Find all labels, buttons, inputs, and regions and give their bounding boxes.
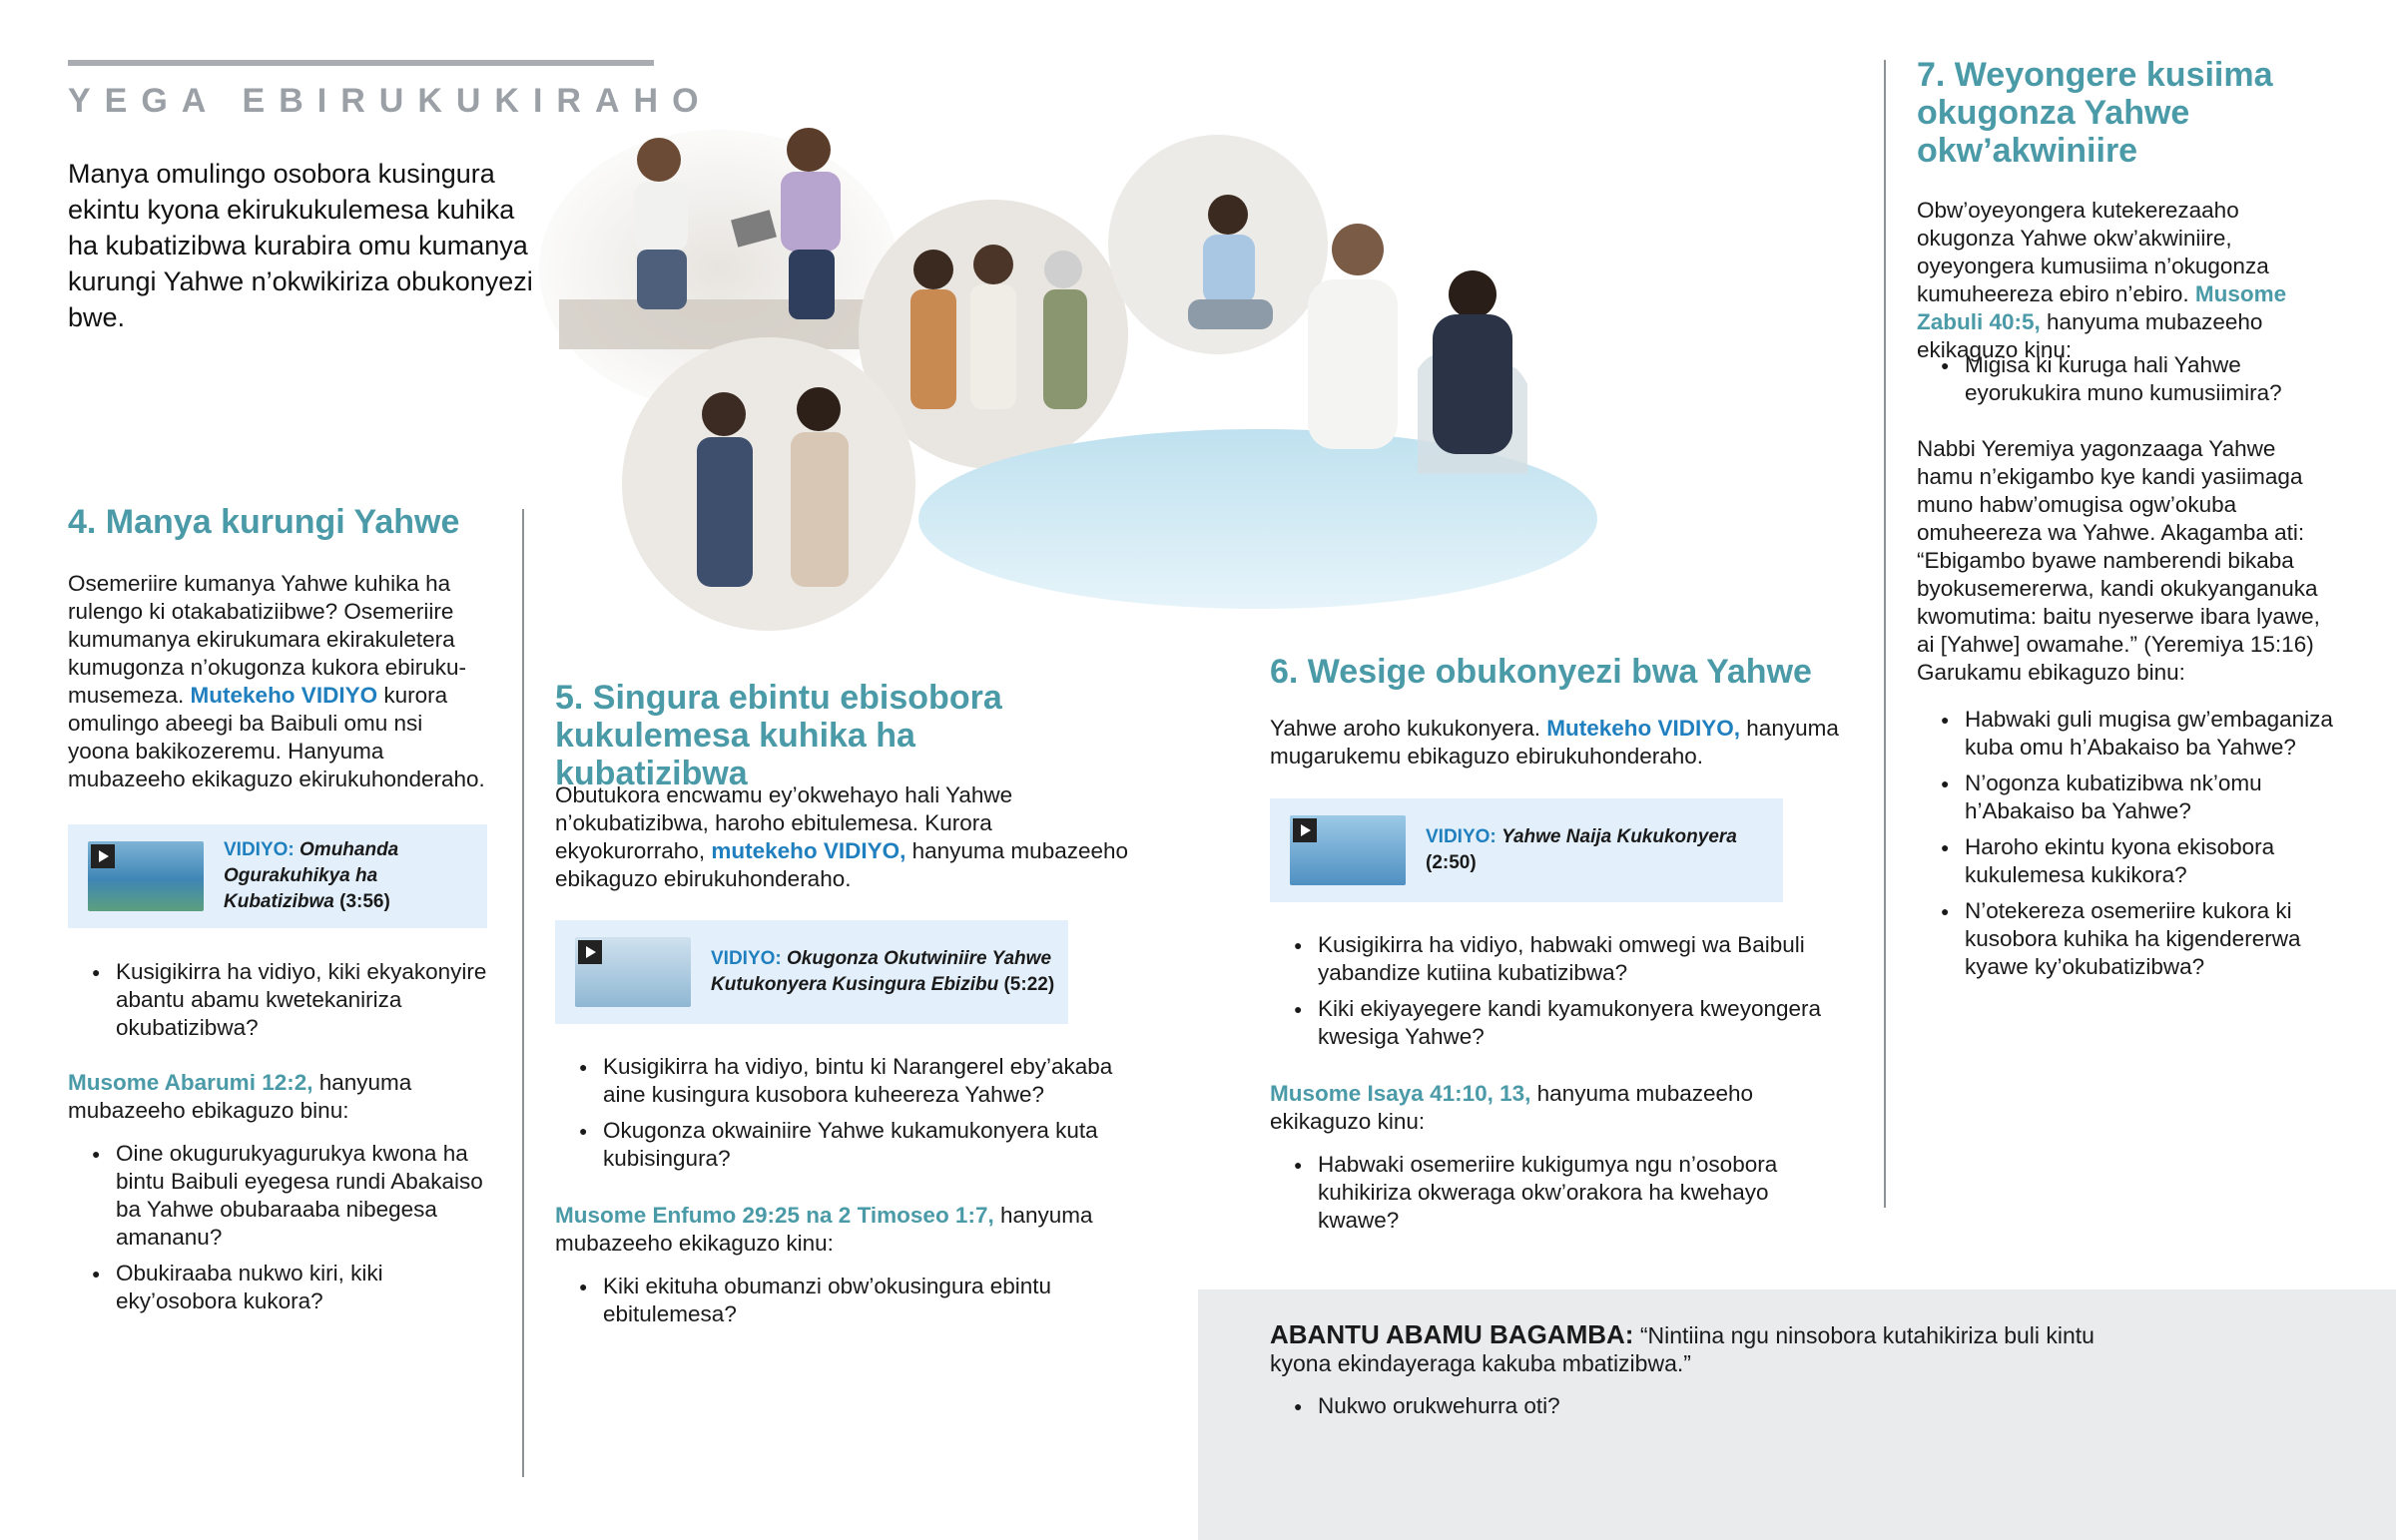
section-5-questions-1 [555, 1053, 1134, 1181]
counsel-scene [622, 337, 915, 631]
video-label: VIDIYO: [711, 948, 782, 969]
video-title: Yahwe Naija Kukukonyera [1501, 826, 1737, 847]
callout-text [1270, 1320, 2148, 1377]
header-rule [68, 60, 654, 66]
section-7-question: ● N’ogonza kubatizibwa nk’omu h’Abakaiso ba Yahwe? [1917, 770, 2336, 825]
section-7-intro [1917, 197, 2336, 364]
section-6-reading [1270, 1080, 1849, 1136]
section-7-title [1917, 56, 2356, 170]
lesson-kicker: YEGA EBIRUKUKIRAHO [68, 82, 713, 120]
section-4-question: ● Oine okugurukyagurukya kwona ha bintu Baibuli eyegesa rundi Abakaiso ba Yahwe obubaraaba nibegesa amananu? [68, 1140, 487, 1252]
section-6-video-card[interactable] [1270, 798, 1783, 902]
scripture-link[interactable]: Musome Isaya 41:10, 13, [1270, 1081, 1531, 1106]
callout-quote: “Nintiina ngu ninsobora kutahikiriza buli kintu kyona ekindayeraga kakuba mbatizibwa.” [1270, 1322, 2095, 1376]
section-4-question: ● Obukiraaba nukwo kiri, kiki eky’osobora kukora? [68, 1260, 487, 1315]
section-7-question: ● N’otekereza osemeriire kukora ki kusobora kuhika ha kigendererwa kyawe ky’okubatizibwa? [1917, 897, 2336, 981]
section-6-video-link[interactable]: Mutekeho VIDIYO, [1546, 716, 1741, 741]
video-thumbnail[interactable] [1290, 815, 1406, 885]
section-4-video-link[interactable]: Mutekeho VIDIYO [190, 683, 378, 708]
section-4-text-b: kurora omulingo abeegi ba Baibuli omu nsi yoona bakikozeremu. Hanyuma mubazeeho ekikaguzo ekirukuhonderaho. [68, 683, 485, 791]
section-4-text-a: Osemeriire kumanya Yahwe kuhika ha rulengo ki otakabatiziibwe? Osemeriire kumumanya ekirukumara ekirakuletera kumugonza n’okugonza kukora ebirukumusemeza. [68, 571, 466, 708]
section-5-question: ● Kusigikirra ha vidiyo, bintu ki Narangerel eby’akaba aine kusingura kusobora kuheereza Yahwe? [555, 1053, 1134, 1109]
section-5-video-text [711, 946, 1068, 998]
section-7-title-line-1: 7. Weyongere kusiima [1917, 56, 2273, 94]
column-divider [522, 509, 524, 1477]
section-6-questions-2 [1270, 1151, 1849, 1243]
callout-question: ● Nukwo orukwehurra oti? [1270, 1392, 2148, 1420]
section-4-reading [68, 1069, 487, 1125]
callout-label: ABANTU ABAMU BAGAMBA: [1270, 1319, 1634, 1349]
section-5-reading [555, 1202, 1134, 1258]
section-4-question: ● Kusigikirra ha vidiyo, kiki ekyakonyire abantu abamu kwetekaniriza okubatizibwa? [68, 958, 487, 1042]
callout-questions [1270, 1392, 2148, 1428]
section-5-title-line-1: 5. Singura ebintu ebisobora [555, 679, 1002, 717]
reading-rest: hanyuma mubazeeho ekikaguzo kinu: [1917, 309, 2263, 362]
section-5-video-card[interactable] [555, 920, 1068, 1024]
section-5-question: ● Okugonza okwainiire Yahwe kukamukonyera kuta kubisingura? [555, 1117, 1134, 1173]
hero-illustration [539, 120, 1627, 639]
video-thumbnail[interactable] [88, 841, 204, 911]
section-5-title-line-2: kukulemesa kuhika ha kubatizibwa [555, 717, 915, 792]
video-duration: (3:56) [339, 891, 390, 912]
section-7-question: ● Habwaki guli mugisa gw’embaganiza kuba omu h’Abakaiso ba Yahwe? [1917, 706, 2336, 762]
section-6-title: 6. Wesige obukonyezi bwa Yahwe [1270, 653, 1812, 691]
reading-rest: hanyuma mubazeeho ekikaguzo kinu: [555, 1203, 1093, 1256]
section-5-questions-2 [555, 1273, 1134, 1336]
section-5-video-link[interactable]: mutekeho VIDIYO, [711, 838, 906, 863]
section-6-video-text [1426, 824, 1783, 876]
section-6-questions-1 [1270, 931, 1849, 1059]
section-7-question: ● Migisa ki kuruga hali Yahwe eyorukukira muno kumusiimira? [1917, 351, 2336, 407]
section-6-text-a: Yahwe aroho kukukonyera. [1270, 716, 1547, 741]
section-7-text: Obw’oyeyongera kutekerezaaho okugonza Yahwe okw’akwiniire, oyeyongera kumusiima n’okugonza kumuheereza ebiro n’ebiro. [1917, 198, 2269, 306]
video-duration: (5:22) [1003, 974, 1055, 995]
section-5-title [555, 679, 1114, 792]
section-4-questions-2 [68, 1140, 487, 1323]
video-label: VIDIYO: [224, 839, 295, 860]
reading-rest: hanyuma mubazeeho ekikaguzo kinu: [1270, 1081, 1754, 1134]
scripture-link[interactable]: Musome Enfumo 29:25 na 2 Timoseo 1:7, [555, 1203, 994, 1228]
section-4-video-text [224, 837, 487, 915]
section-6-question: ● Kiki ekiyayegere kandi kyamukonyera kweyongera kwesiga Yahwe? [1270, 995, 1849, 1051]
video-duration: (2:50) [1426, 852, 1477, 873]
section-7-title-line-3: okw’akwiniire [1917, 132, 2138, 170]
section-4-intro [68, 570, 487, 793]
section-7-title-line-2: okugonza Yahwe [1917, 94, 2190, 132]
video-thumbnail[interactable] [575, 937, 691, 1007]
section-4-questions-1 [68, 958, 487, 1050]
column-divider [1884, 60, 1886, 1208]
video-title: Omuhanda Ogurakuhikya ha Kubatizibwa [224, 839, 399, 912]
section-6-question: ● Kusigikirra ha vidiyo, habwaki omwegi wa Baibuli yabandize kutiina kubatizibwa? [1270, 931, 1849, 987]
section-5-text-b: hanyuma mubazeeho ebikaguzo ebirukuhonderaho. [555, 838, 1129, 891]
scripture-link[interactable]: Musome Abarumi 12:2, [68, 1070, 313, 1095]
section-6-intro [1270, 715, 1849, 770]
section-7-paragraph: Nabbi Yeremiya yagonzaaga Yahwe hamu n’ekigambo kye kandi yasiimaga muno habw’omugisa ogw’okuba omuheereza wa Yahwe. Akagamba ati: “Ebigambo byawe namberendi bikaba byokusemererwa, kandi okukyanganuka kwomutima: baitu nyeserwe ibara lyawe, ai [Yahwe] owamahe.” (Yeremiya 15:16) Garukamu ebikaguzo binu: [1917, 436, 2320, 685]
play-icon[interactable] [91, 844, 115, 868]
section-5-text-a: Obutukora encwamu ey’okwehayo hali Yahwe n’okubatizibwa, haroho ebitulemesa. Kurora ekyokurorraho, [555, 782, 1013, 863]
play-icon[interactable] [1293, 818, 1317, 842]
section-7-questions-2 [1917, 706, 2336, 989]
section-5-intro [555, 781, 1129, 893]
section-5-question: ● Kiki ekituha obumanzi obw’okusingura ebintu ebitulemesa? [555, 1273, 1134, 1328]
video-title: Okugonza Okutwiniire Yahwe Kutukonyera Kusingura Ebizibu [711, 948, 1052, 995]
section-7-questions-1 [1917, 351, 2336, 415]
section-4-video-card[interactable] [68, 824, 487, 928]
section-6-question: ● Habwaki osemeriire kukigumya ngu n’osobora kuhikiriza okweraga okw’orakora ha kwehayo kwawe? [1270, 1151, 1849, 1235]
video-label: VIDIYO: [1426, 826, 1497, 847]
section-6-text-b: hanyuma mugarukemu ebikaguzo ebirukuhonderaho. [1270, 716, 1839, 769]
section-7-question: ● Haroho ekintu kyona ekisobora kukulemesa kukikora? [1917, 833, 2336, 889]
section-4-title: 4. Manya kurungi Yahwe [68, 503, 460, 541]
play-icon[interactable] [578, 940, 602, 964]
prayer-scene [1108, 135, 1328, 354]
intro-text: Manya omulingo osobora kusingura ekintu kyona ekirukukulemesa kuhika ha kubatizibwa kurabira omu kumanya kurungi Yahwe n’okwikiriza obukonyezi bwe. [68, 159, 533, 332]
scripture-link[interactable]: Musome Zabuli 40:5, [1917, 281, 2287, 334]
reading-rest: hanyuma mubazeeho ebikaguzo binu: [68, 1070, 412, 1123]
